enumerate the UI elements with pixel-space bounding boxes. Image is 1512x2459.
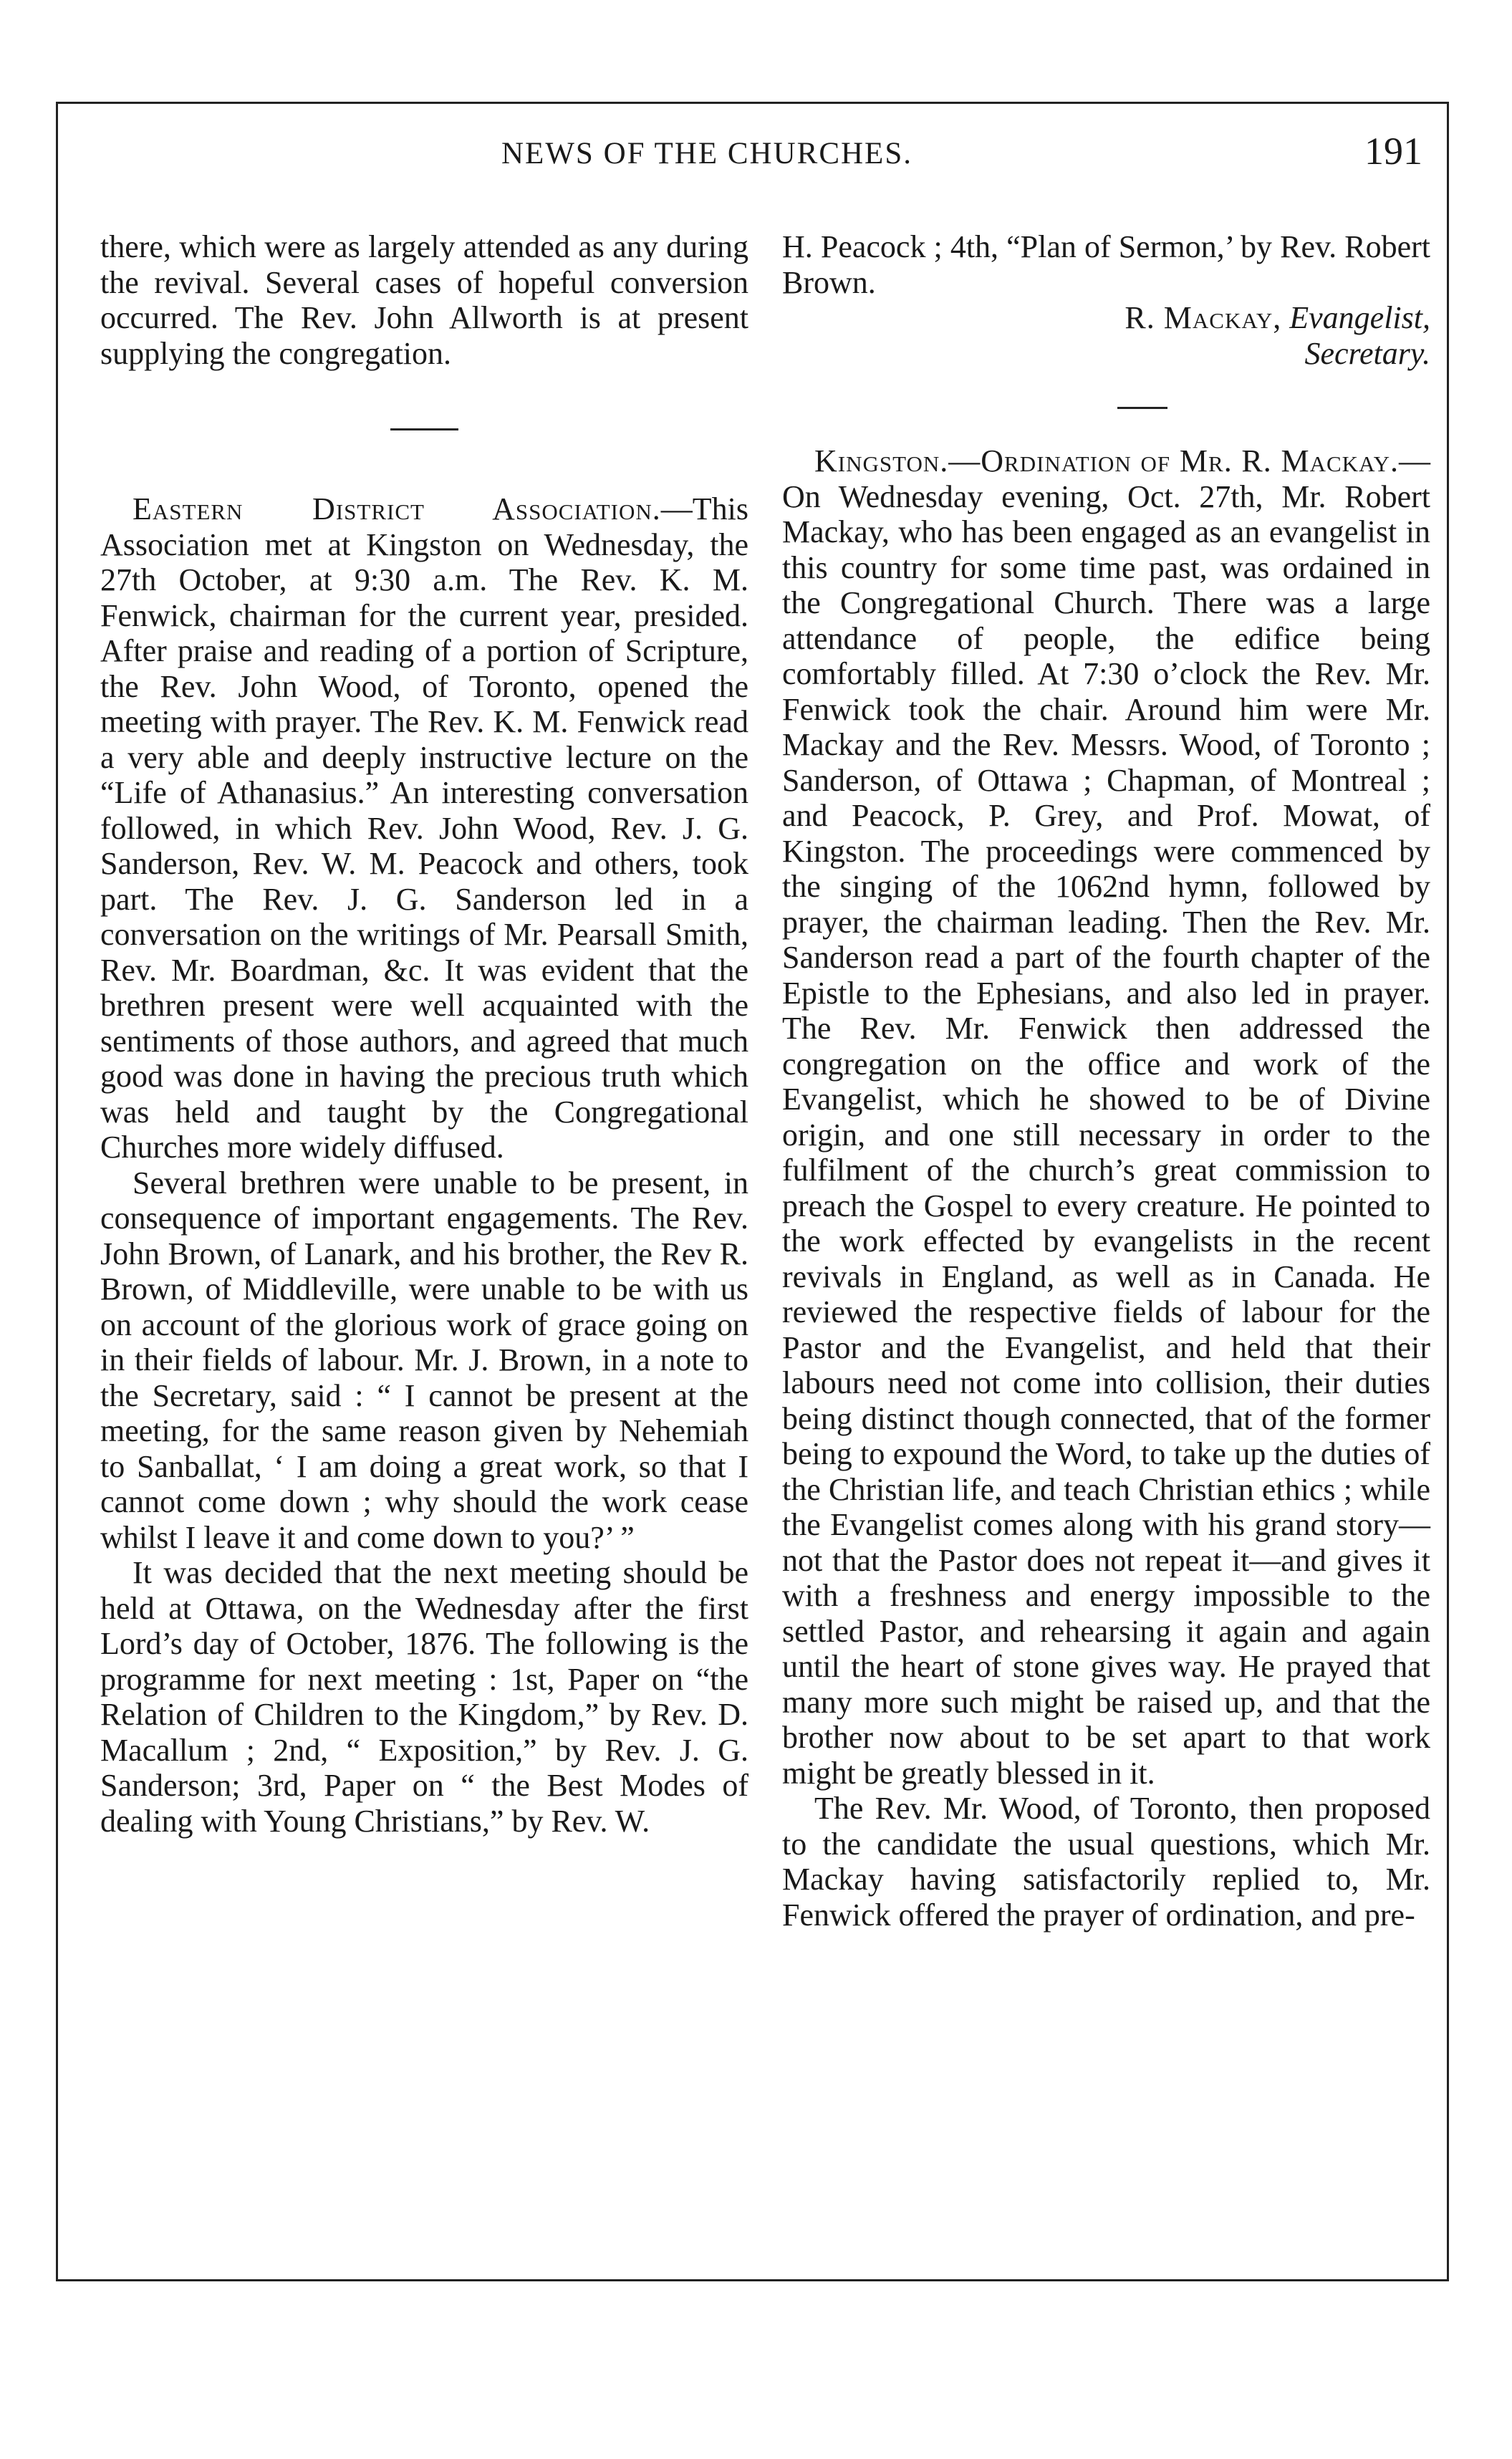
page-number: 191	[1364, 130, 1422, 173]
section-divider	[390, 428, 458, 430]
section-heading-eastern-district: Eastern District Association.	[133, 491, 661, 526]
kingston-paragraph	[782, 443, 1430, 1791]
right-paragraph-3: The Rev. Mr. Wood, of Toronto, then proposed to the candidate the usual questions, which Mr. Mackay having satisfactorily replied to, Mr. Fenwick offered the prayer of ordination, and pre-	[782, 1791, 1430, 1933]
left-paragraph-1: there, which were as largely attended as any during the revival. Several cases of hopeful conversion occurred. The Rev. John Allworth is at present supplying the congregation.	[100, 229, 748, 371]
right-paragraph-1: H. Peacock ; 4th, “Plan of Sermon,’ by Rev. Robert Brown.	[782, 229, 1430, 300]
kingston-body: —On Wednesday evening, Oct. 27th, Mr. Robert Mackay, who has been engaged as an evangelist in this country for some time past, was ordained in the Congregational Church. There was a large attendance of people, the edifice being comfortably filled. At 7:30 o’clock the Rev. Mr. Fenwick took the chair. Around him were Mr. Mackay and the Rev. Messrs. Wood, of Toronto ; Sanderson, of Ottawa ; Chapman, of Montreal ; and Peacock, P. Grey, and Prof. Mowat, of Kingston. The proceedings were commenced by the singing of the 1062nd hymn, followed by prayer, the chairman leading. Then the Rev. Mr. Sanderson read a part of the fourth chapter of the Epistle to the Ephesians, and also led in prayer. The Rev. Mr. Fenwick then addressed the congregation on the office and work of the Evangelist, which he showed to be of Divine origin, and one still necessary in order to the fulfilment of the church’s great commission to preach the Gospel to every creature. He pointed to the work effected by evangelists in the recent revivals in England, as well as in Canada. He reviewed the respective fields of labour for the Pastor and the Evangelist, and held that their labours need not come into collision, their duties being distinct though connected, that of the former being to expound the Word, to take up the duties of the Christian life, and teach Christian ethics ; while the Evangelist comes along with his grand story—not that the Pastor does not repeat it—and gives it with a freshness and energy impossible to the settled Pastor, and rehearsing it again and again until the heart of stone gives way. He prayed that many more such might be raised up, and that the brother now about to be set apart to that work might be greatly blessed in it.	[782, 443, 1430, 1791]
signature-line-2	[782, 336, 1430, 372]
frame-bottom-rule	[56, 2279, 1449, 2281]
signature-line-1	[782, 300, 1430, 336]
left-paragraph-3: Several brethren were unable to be present, in consequence of important engagements. The Rev. John Brown, of Lanark, and his brother, the Rev R. Brown, of Middleville, were unable to be with us on account of the glorious work of grace going on in their fields of labour. Mr. J. Brown, in a note to the Secretary, said : “ I cannot be present at the meeting, for the same reason given by Nehemiah to Sanballat, ‘ I am doing a great work, so that I cannot come down ; why should the work cease whilst I leave it and come down to you?’ ”	[100, 1165, 748, 1555]
signature-name: R. Mackay,	[1125, 300, 1282, 335]
signature-title-evangelist: Evangelist,	[1289, 300, 1430, 335]
frame-top-rule	[56, 102, 1449, 104]
eastern-district-paragraph	[100, 491, 748, 1165]
right-column	[782, 229, 1430, 1933]
eastern-district-body: —This Association met at Kingston on Wednesday, the 27th October, at 9:30 a.m. The Rev. K. M. Fenwick, chairman for the current year, presided. After praise and reading of a portion of Scripture, the Rev. John Wood, of Toronto, opened the meeting with prayer. The Rev. K. M. Fenwick read a very able and deeply instructive lecture on the “Life of Athanasius.” An interesting conversation followed, in which Rev. John Wood, Rev. J. G. Sanderson, Rev. W. M. Peacock and others, took part. The Rev. J. G. Sanderson led in a conversation on the writings of Mr. Pearsall Smith, Rev. Mr. Boardman, &c. It was evident that the brethren present were well acquainted with the sentiments of those authors, and agreed that much good was done in having the precious truth which was held and taught by the Congregational Churches more widely diffused.	[100, 491, 748, 1165]
signature-title-secretary: Secretary.	[1304, 335, 1430, 371]
left-paragraph-4: It was decided that the next meeting should be held at Ottawa, on the Wednesday after the first Lord’s day of October, 1876. The following is the programme for next meeting : 1st, Paper on “the Relation of Children to the Kingdom,” by Rev. D. Macallum ; 2nd, “ Exposition,” by Rev. J. G. Sanderson; 3rd, Paper on “ the Best Modes of dealing with Young Christians,” by Rev. W.	[100, 1555, 748, 1839]
running-title: NEWS OF THE CHURCHES.	[501, 137, 913, 170]
frame-right-rule	[1447, 102, 1449, 2279]
section-heading-kingston: Kingston.—Ordination of Mr. R. Mackay.	[814, 443, 1399, 478]
frame-left-rule	[56, 102, 58, 2279]
section-divider-right	[1117, 407, 1167, 409]
left-column	[100, 229, 748, 1839]
